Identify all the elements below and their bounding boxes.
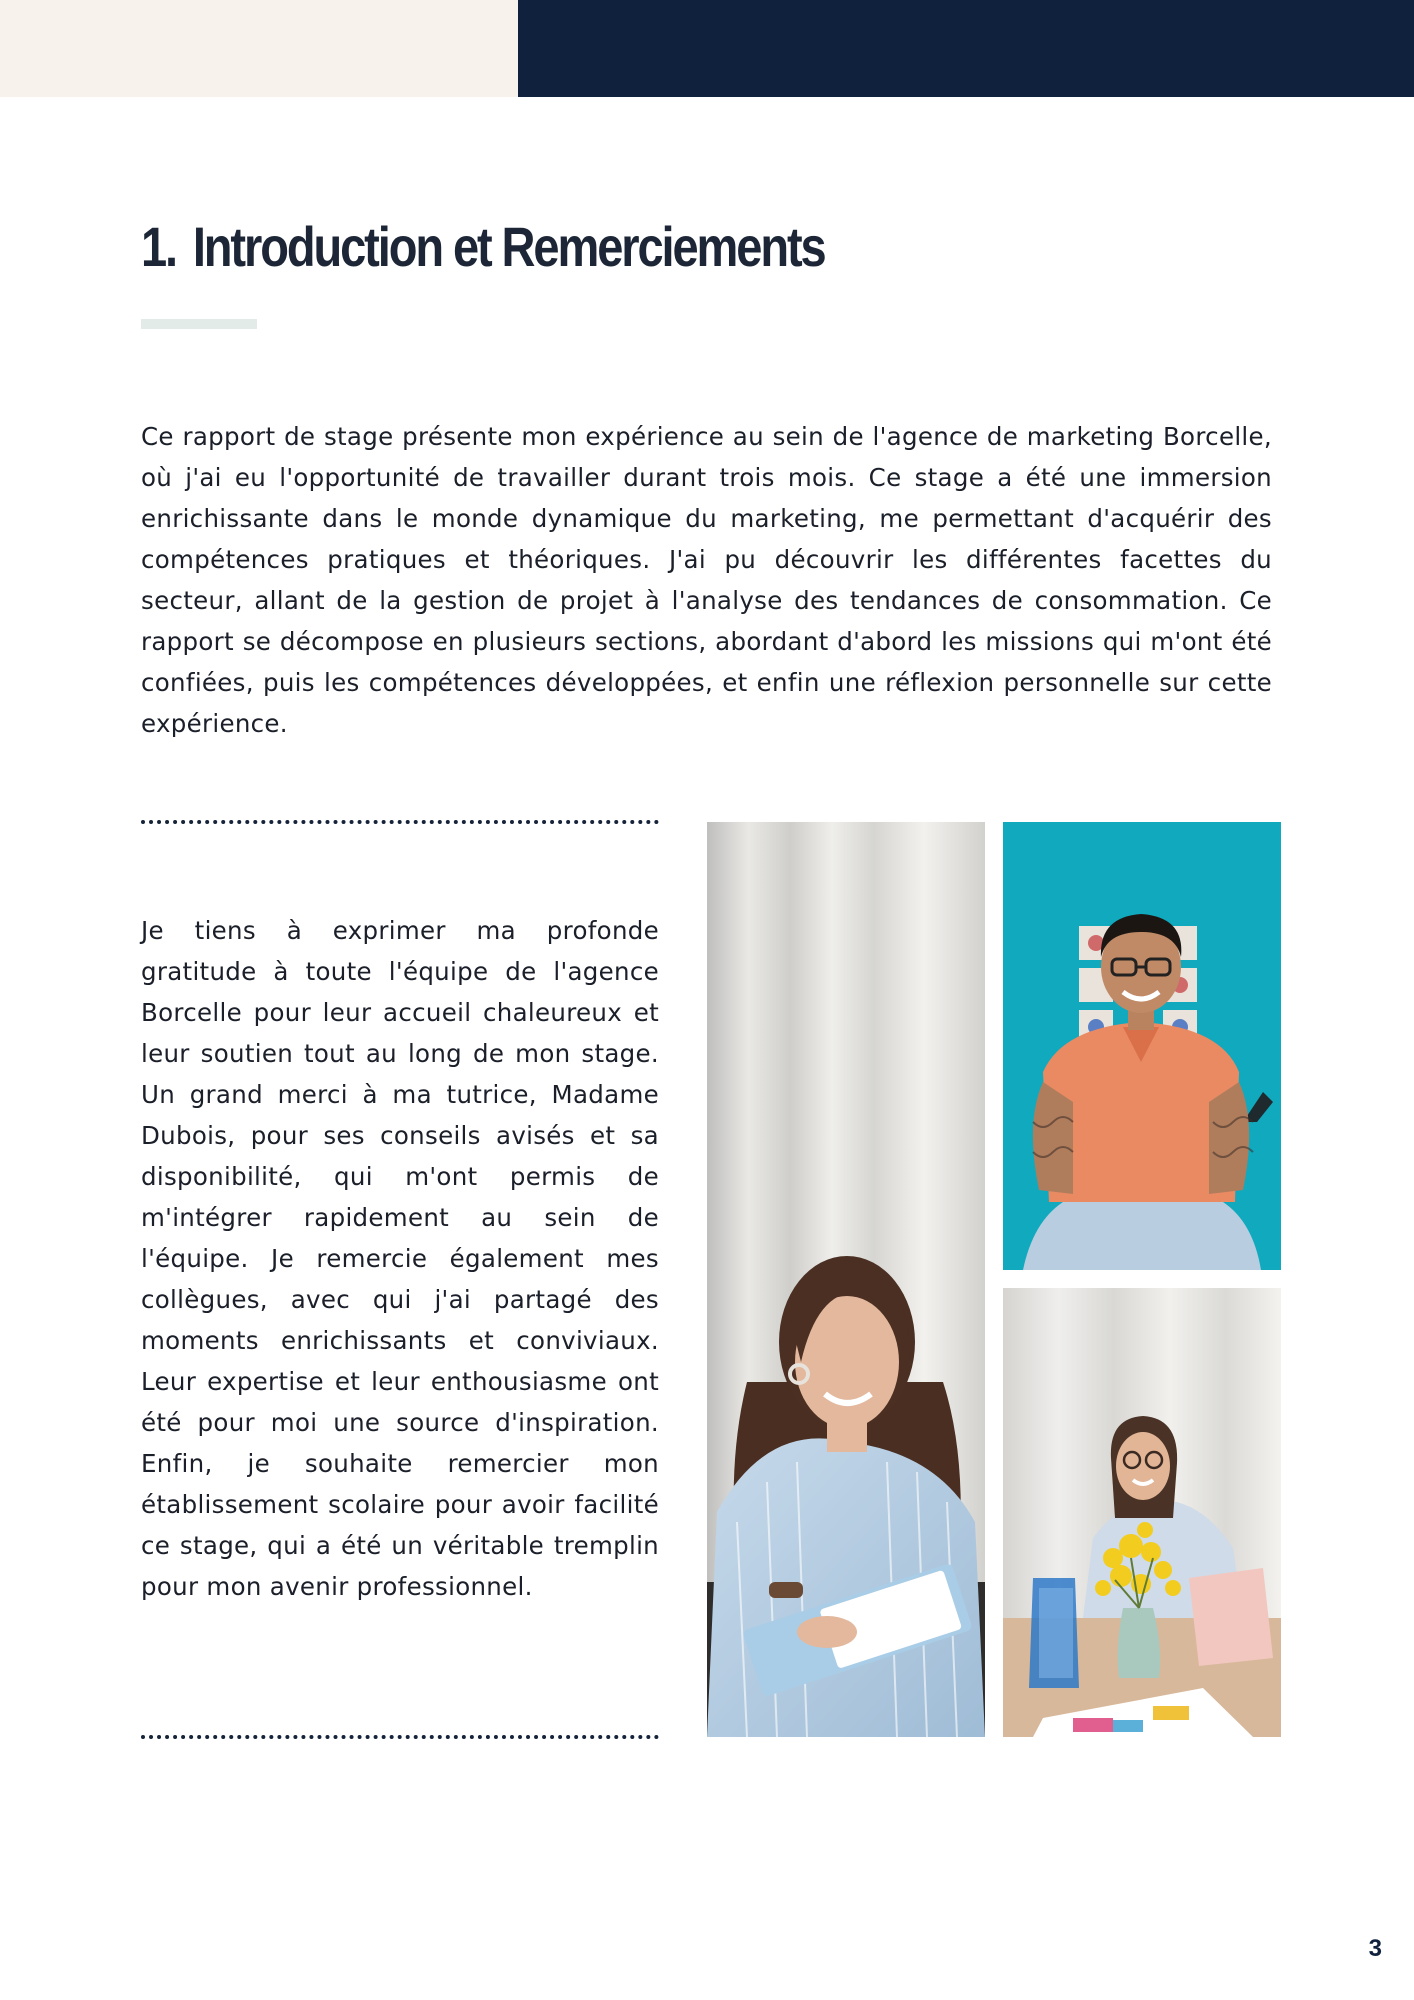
intro-paragraph: Ce rapport de stage présente mon expérience au sein de l'agence de marketing Borcelle, où j'ai eu l'opportunité de travailler durant trois mois. Ce stage a été une immersion enrichissante dans le monde dynamique du marketing, me permettant d'acquérir des compétences pratiques et théoriques. J'ai pu découvrir les différentes facettes du secteur, allant de la gestion de projet à l'analyse des tendances de consommation. Ce rapport se décompose en plusieurs sections, abordant d'abord les missions qui m'ont été confiées, puis les compétences développées, et enfin une réflexion personnelle sur cette expérience. xyxy=(141,422,1272,738)
header-band-cream xyxy=(0,0,518,97)
dotted-divider-bottom xyxy=(141,1735,659,1739)
section-number: 1. xyxy=(141,215,177,278)
page-number: 3 xyxy=(1368,1935,1382,1962)
photo-man-orange-shirt xyxy=(1003,822,1281,1270)
section-title: Introduction et Remerciements xyxy=(192,215,825,278)
photo-woman-with-notebook xyxy=(707,822,985,1737)
photo-woman-desk-flowers xyxy=(1003,1288,1281,1737)
thanks-paragraph: Je tiens à exprimer ma profonde gratitude à toute l'équipe de l'agence Borcelle pour leur accueil chaleureux et leur soutien tout au long de mon stage. Un grand merci à ma tutrice, Madame Dubois, pour ses conseils avisés et sa disponibilité, qui m'ont permis de m'intégrer rapidement au sein de l'équipe. Je remercie également mes collègues, avec qui j'ai partagé des moments enrichissants et conviviaux. Leur expertise et leur enthousiasme ont été pour moi une source d'inspiration. Enfin, je souhaite remercier mon établissement scolaire pour avoir facilité ce stage, qui a été un véritable tremplin pour mon avenir professionnel. xyxy=(141,916,659,1601)
section-heading xyxy=(141,212,825,282)
header-band-navy xyxy=(518,0,1414,97)
dotted-divider-top xyxy=(141,820,659,824)
heading-underline xyxy=(141,319,257,329)
